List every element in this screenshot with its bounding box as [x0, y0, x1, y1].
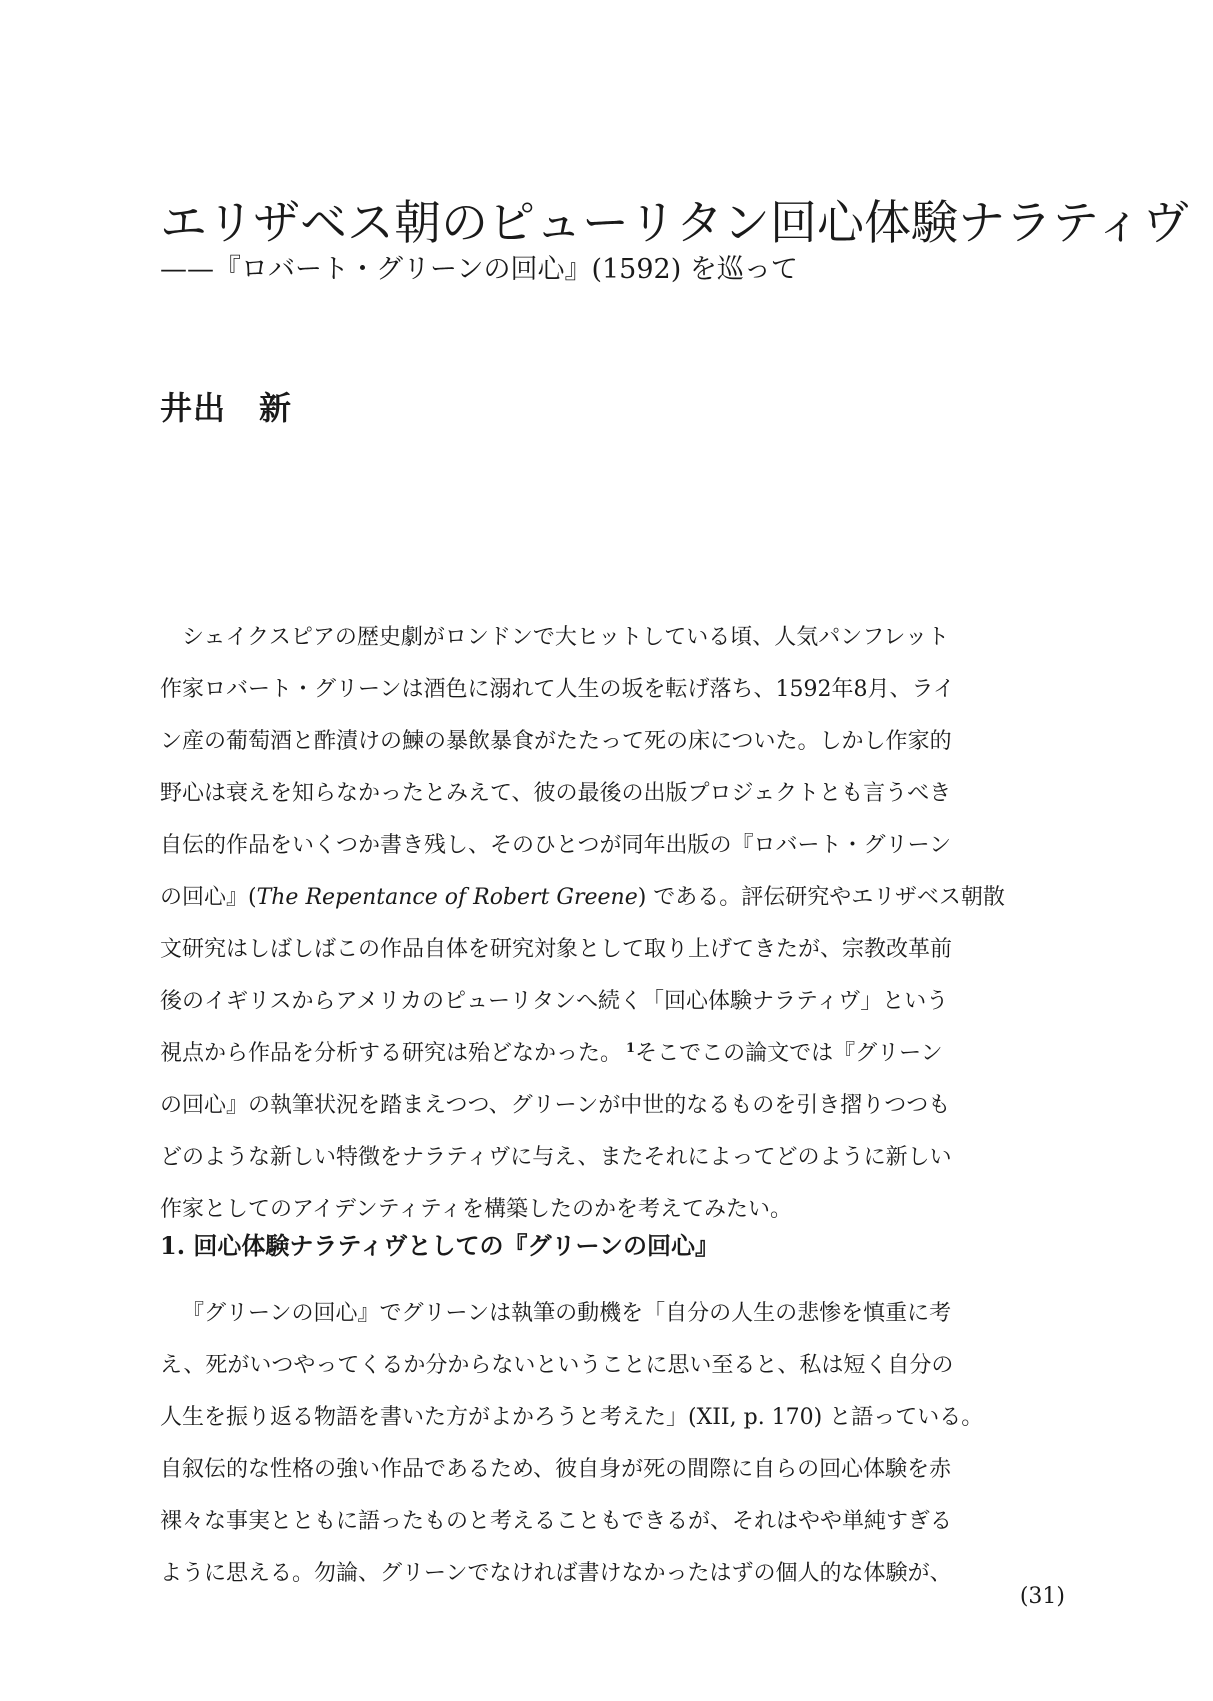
line-text: ) である。評伝研究やエリザベス朝散: [637, 885, 1005, 910]
intro-paragraph: [160, 612, 1060, 1236]
work-title-italic: The Repentance of Robert Greene: [256, 885, 638, 910]
paragraph-line: 自叙伝的な性格の強い作品であるため、彼自身が死の間際に自らの回心体験を赤: [160, 1457, 952, 1482]
paragraph-line: 作家としてのアイデンティティを構築したのかを考えてみたい。: [160, 1197, 793, 1222]
footnote-marker[interactable]: 1: [626, 1040, 636, 1056]
author-name: 井出 新: [160, 389, 293, 427]
paragraph-line: どのような新しい特徴をナラティヴに与え、またそれによってどのように新しい: [160, 1145, 952, 1170]
line-text: 視点から作品を分析する研究は殆どなかった。: [160, 1041, 623, 1066]
section-paragraph: [160, 1288, 1060, 1600]
subtitle-dash: ——: [160, 254, 214, 285]
line-text: の回心』(: [160, 885, 257, 910]
paragraph-line: 人生を振り返る物語を書いた方がよかろうと考えた」(XII, p. 170) と語っている。: [160, 1405, 984, 1430]
paragraph-line: [160, 1028, 1060, 1080]
subtitle-text: 『ロバート・グリーンの回心』(1592) を巡って: [214, 254, 798, 285]
paragraph-line: 後のイギリスからアメリカのピューリタンへ続く「回心体験ナラティヴ」という: [160, 989, 949, 1014]
paragraph-line: ン産の葡萄酒と酢漬けの鰊の暴飲暴食がたたって死の床についた。しかし作家的: [160, 729, 952, 754]
paragraph-line: え、死がいつやってくるか分からないということに思い至ると、私は短く自分の: [160, 1353, 954, 1378]
paragraph-line: 裸々な事実とともに語ったものと考えることもできるが、それはやや単純すぎる: [160, 1509, 953, 1534]
section-heading: 1. 回心体験ナラティヴとしての『グリーンの回心』: [160, 1231, 720, 1260]
paragraph-line: 野心は衰えを知らなかったとみえて、彼の最後の出版プロジェクトとも言うべき: [160, 781, 952, 806]
paragraph-line: 『グリーンの回心』でグリーンは執筆の動機を「自分の人生の悲惨を慎重に考: [182, 1301, 952, 1326]
paragraph-line: [160, 872, 1060, 924]
paragraph-line: シェイクスピアの歴史劇がロンドンで大ヒットしている頃、人気パンフレット: [182, 625, 950, 650]
paragraph-line: ように思える。勿論、グリーンでなければ書けなかったはずの個人的な体験が、: [160, 1561, 952, 1586]
line-text: そこでこの論文では『グリーン: [635, 1041, 943, 1066]
page-number: (31): [1019, 1584, 1065, 1609]
paragraph-line: の回心』の執筆状況を踏まえつつ、グリーンが中世的なるものを引き摺りつつも: [160, 1093, 951, 1118]
paragraph-line: 自伝的作品をいくつか書き残し、そのひとつが同年出版の『ロバート・グリーン: [160, 833, 952, 858]
paragraph-line: 作家ロバート・グリーンは酒色に溺れて人生の坂を転げ落ち、1592年8月、ライ: [160, 677, 955, 702]
paragraph-line: 文研究はしばしばこの作品自体を研究対象として取り上げてきたが、宗教改革前: [160, 937, 953, 962]
article-subtitle: [160, 252, 1120, 288]
article-title: エリザベス朝のピューリタン回心体験ナラティヴ: [160, 196, 1190, 251]
